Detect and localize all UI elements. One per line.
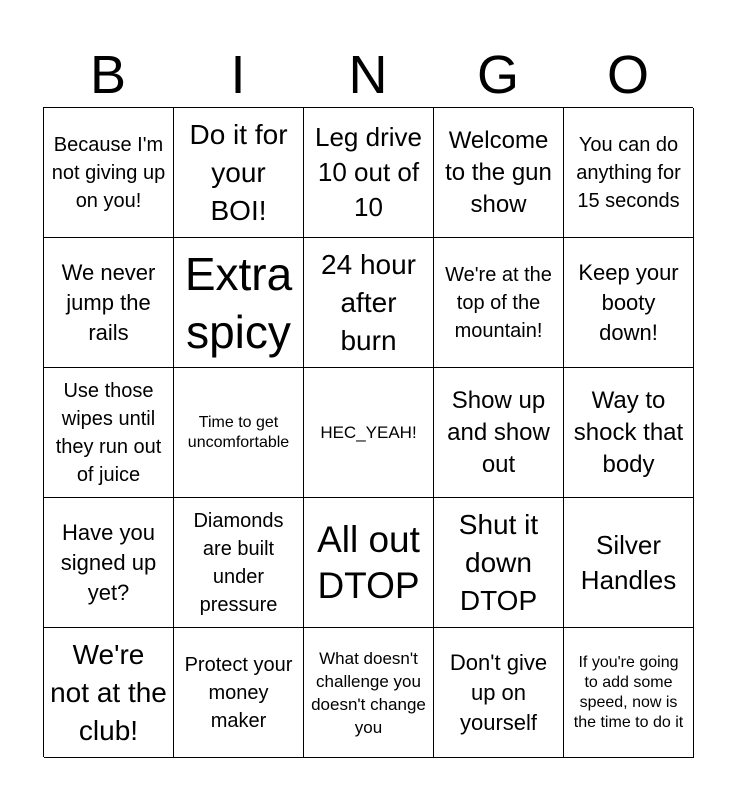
cell-text: 24 hour after burn [321,248,416,356]
cell-text: Leg drive 10 out of 10 [315,122,422,222]
cell-text: We never jump the rails [61,259,156,345]
bingo-cell-r4c2[interactable] [174,498,304,628]
bingo-cell-r2c3[interactable] [304,238,434,368]
cell-text: Extra spicy [184,247,293,358]
cell-text: Show up and show out [447,386,550,478]
bingo-cell-r3c4[interactable] [434,368,564,498]
bingo-cell-r5c5[interactable] [564,628,694,758]
header-letter-g: G [476,45,519,105]
bingo-cell-r5c4[interactable] [434,628,564,758]
bingo-cell-r2c1[interactable] [44,238,174,368]
cell-text: What doesn't challenge you doesn't change you [311,648,426,737]
bingo-cell-r1c2[interactable] [174,108,304,238]
cell-text: Do it for your BOI! [189,118,288,226]
cell-text: If you're going to add some speed, now is the time to do it [573,653,684,731]
cell-text: Way to shock that body [573,386,684,478]
bingo-cell-r5c1[interactable] [44,628,174,758]
bingo-cell-r2c5[interactable] [564,238,694,368]
bingo-cell-r5c3[interactable] [304,628,434,758]
bingo-cell-r3c1[interactable] [44,368,174,498]
bingo-cell-r4c3[interactable] [304,498,434,628]
header-letter-i: I [230,45,246,105]
cell-text: Silver Handles [580,529,677,595]
bingo-header [43,44,693,106]
cell-text: Welcome to the gun show [445,126,552,218]
bingo-cell-r1c1[interactable] [44,108,174,238]
cell-text: Diamonds are built under pressure [193,509,284,616]
cell-text: Keep your booty down! [578,259,679,345]
cell-text: Don't give up on yourself [449,649,548,735]
cell-text: Time to get uncomfortable [187,413,290,451]
cell-text: You can do anything for 15 seconds [576,133,681,212]
cell-text: We're at the top of the mountain! [445,263,552,342]
header-letter-n: N [348,45,388,105]
bingo-cell-r1c4[interactable] [434,108,564,238]
bingo-board [43,107,693,757]
header-letter-o: O [606,45,649,105]
bingo-cell-r2c4[interactable] [434,238,564,368]
cell-text: HEC_YEAH! [320,423,417,442]
cell-text: Shut it down DTOP [458,508,539,616]
bingo-cell-r1c5[interactable] [564,108,694,238]
bingo-cell-r1c3[interactable] [304,108,434,238]
cell-text: All out DTOP [317,518,420,606]
cell-text: Protect your money maker [184,653,293,732]
cell-text: We're not at the club! [50,638,167,746]
header-letter-b: B [89,45,127,105]
bingo-cell-r4c5[interactable] [564,498,694,628]
bingo-cell-r4c4[interactable] [434,498,564,628]
cell-text: Have you signed up yet? [60,519,157,605]
bingo-cell-r3c3[interactable] [304,368,434,498]
bingo-cell-r5c2[interactable] [174,628,304,758]
bingo-cell-r3c5[interactable] [564,368,694,498]
cell-text: Because I'm not giving up on you! [51,133,166,212]
cell-text: Use those wipes until they run out of juice [55,379,162,486]
bingo-cell-r4c1[interactable] [44,498,174,628]
bingo-cell-r3c2[interactable] [174,368,304,498]
bingo-cell-r2c2[interactable] [174,238,304,368]
